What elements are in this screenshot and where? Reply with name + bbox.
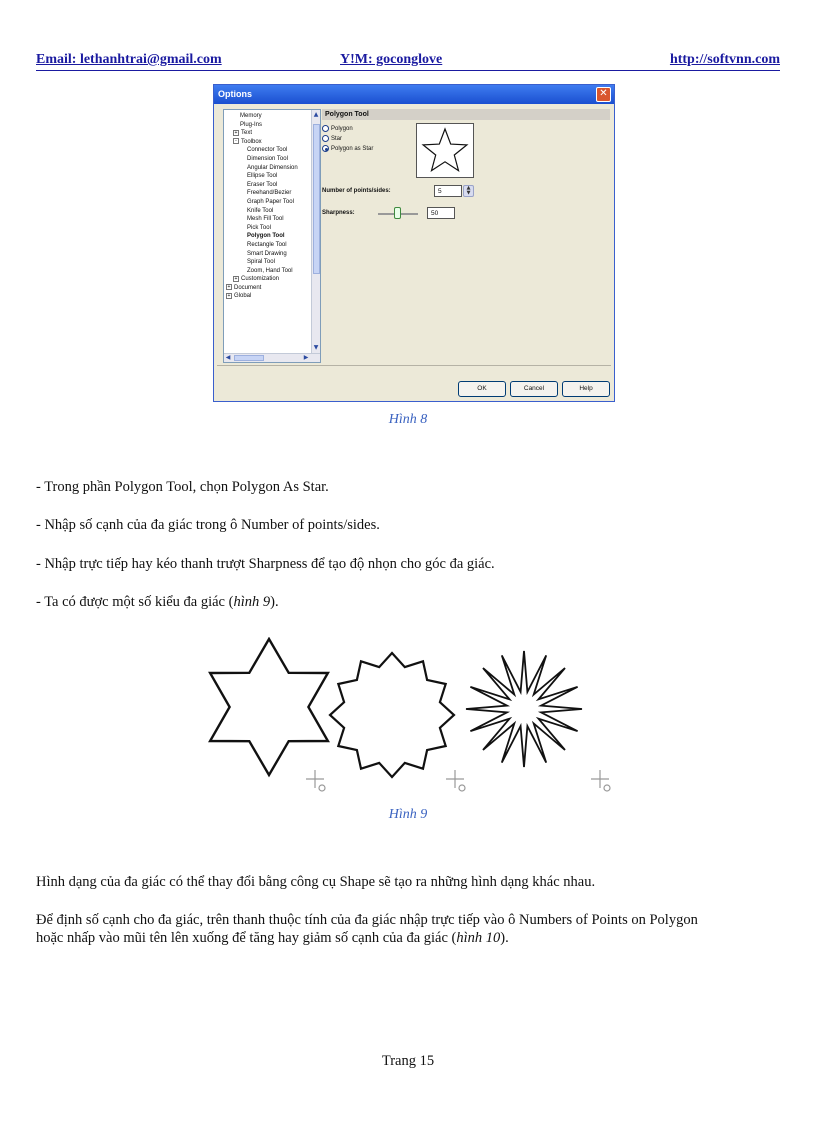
figure-10-reference: hình 10	[456, 930, 501, 946]
tree-item[interactable]	[224, 215, 312, 224]
tree-item-label: Angular Dimension	[247, 164, 298, 171]
sharpness-slider-thumb[interactable]	[394, 207, 401, 219]
tree-item-label: Text	[241, 130, 253, 137]
tree-item-label: Polygon Tool	[247, 233, 285, 240]
sixteen-point-star	[466, 651, 582, 767]
ok-button[interactable]: OK	[458, 381, 506, 397]
points-paragraph-line1: Để định số cạnh cho đa giác, trên thanh thuộc tính của đa giác nhập trực tiếp vào ô Numbers of Points on Polygon	[36, 912, 698, 928]
scroll-up-icon[interactable]: ▲	[313, 111, 319, 118]
tree-hscroll-thumb[interactable]	[234, 355, 264, 361]
tree-item-label: Mesh Fill Tool	[247, 216, 284, 223]
tree-item-label: Ellipse Tool	[247, 173, 278, 180]
radio-polygon-label: Polygon	[331, 126, 353, 133]
points-input[interactable]: 5	[434, 185, 462, 197]
tree-item[interactable]	[224, 155, 312, 164]
tree-item-label: Eraser Tool	[247, 181, 278, 188]
spin-up-icon[interactable]: ▲	[466, 185, 471, 191]
shape-tool-paragraph: Hình dạng của đa giác có thể thay đổi bằng công cụ Shape sẽ tạo ra những hình dạng khác nhau.	[36, 874, 596, 890]
sharpness-label: Sharpness:	[322, 210, 355, 216]
instruction-1: - Trong phần Polygon Tool, chọn Polygon As Star.	[36, 479, 329, 495]
expand-icon[interactable]: +	[234, 275, 238, 282]
star-preview-icon	[417, 124, 473, 177]
tree-item-label: Zoom, Hand Tool	[247, 267, 293, 274]
radio-star[interactable]	[322, 135, 342, 144]
header-divider	[36, 70, 780, 71]
tree-item[interactable]	[224, 267, 312, 276]
tree-item[interactable]	[224, 189, 312, 198]
figure-9-stars	[205, 637, 625, 802]
scroll-left-icon[interactable]: ◀	[225, 354, 231, 361]
radio-polygon-as-star[interactable]	[322, 145, 373, 154]
points-spinner[interactable]	[463, 185, 474, 197]
tree-item-label: Freehand/Bezier	[247, 190, 292, 197]
help-button[interactable]: Help	[562, 381, 610, 397]
instruction-2: - Nhập số cạnh của đa giác trong ô Number of points/sides.	[36, 517, 380, 533]
header-url-link[interactable]: http://softvnn.com	[669, 52, 780, 67]
expand-icon[interactable]: +	[234, 129, 238, 136]
panel-title: Polygon Tool	[322, 109, 610, 120]
cursor-plus-icon-2	[446, 770, 465, 791]
tree-item-list	[224, 112, 312, 301]
tree-item-label: Plug-Ins	[240, 121, 263, 128]
instruction-4-end: ).	[270, 594, 279, 610]
tree-item[interactable]	[224, 198, 312, 207]
six-point-star	[210, 639, 328, 775]
tree-item[interactable]	[224, 138, 312, 147]
figure-9-caption: Hình 9	[388, 807, 428, 822]
tree-item[interactable]	[224, 250, 312, 259]
radio-polygon[interactable]	[322, 125, 353, 134]
tree-item[interactable]	[224, 181, 312, 190]
tree-item[interactable]	[224, 284, 312, 293]
tree-item-label: Memory	[240, 113, 262, 119]
tree-item-label: Toolbox	[241, 138, 262, 145]
cursor-plus-icon-3	[591, 770, 610, 791]
page-number: Trang 15	[381, 1053, 435, 1069]
collapse-icon[interactable]: -	[233, 138, 239, 144]
tree-item[interactable]	[224, 129, 312, 138]
tree-item[interactable]	[224, 121, 312, 130]
instruction-4-text: - Ta có được một số kiểu đa giác (	[36, 594, 234, 610]
tree-scroll-thumb[interactable]	[313, 124, 320, 274]
instruction-4	[36, 593, 786, 611]
instruction-3: - Nhập trực tiếp hay kéo thanh trượt Sharpness để tạo độ nhọn cho góc đa giác.	[36, 556, 495, 572]
twelve-point-star	[330, 653, 454, 777]
tree-item[interactable]	[224, 207, 312, 216]
options-tree[interactable]	[223, 109, 321, 363]
points-paragraph-end: ).	[500, 930, 509, 946]
scroll-right-icon[interactable]: ▶	[303, 354, 309, 361]
tree-item[interactable]	[224, 292, 312, 301]
expand-icon[interactable]: +	[227, 284, 231, 291]
options-dialog	[213, 84, 615, 402]
dialog-titlebar	[214, 85, 614, 104]
points-paragraph-line2: hoặc nhấp vào mũi tên lên xuống để tăng hay giảm số cạnh của đa giác (	[36, 930, 457, 946]
expand-icon[interactable]: +	[227, 292, 231, 299]
header-ym: Y!M: goconglove	[340, 52, 443, 67]
sharpness-input[interactable]: 50	[427, 207, 455, 219]
tree-item[interactable]	[224, 164, 312, 173]
tree-vertical-scrollbar[interactable]	[311, 110, 320, 354]
tree-item[interactable]	[224, 232, 312, 241]
radio-star-circle[interactable]	[322, 135, 329, 142]
tree-item-label: Rectangle Tool	[247, 241, 287, 248]
tree-item-label: Document	[234, 284, 262, 291]
shape-preview	[416, 123, 474, 178]
tree-item[interactable]	[224, 146, 312, 155]
points-paragraph	[36, 911, 786, 947]
close-icon[interactable]: ✕	[596, 87, 611, 102]
figure-9-reference: hình 9	[233, 594, 271, 610]
radio-polygon-as-star-circle[interactable]	[322, 145, 329, 152]
tree-item-label: Global	[234, 293, 252, 300]
tree-item[interactable]	[224, 258, 312, 267]
radio-star-label: Star	[331, 136, 343, 143]
radio-polygon-as-star-label: Polygon as Star	[331, 146, 374, 153]
cursor-plus-icon-1	[306, 770, 325, 791]
tree-item-label: Connector Tool	[247, 147, 288, 154]
figure-8-caption: Hình 8	[388, 412, 428, 427]
tree-item[interactable]	[224, 224, 312, 233]
dialog-title: Options	[218, 89, 252, 99]
star-shapes-figure	[205, 637, 625, 797]
tree-item-label: Dimension Tool	[247, 155, 288, 162]
tree-item-label: Pick Tool	[247, 224, 271, 231]
radio-polygon-circle[interactable]	[322, 125, 329, 132]
tree-item-label: Customization	[241, 276, 280, 283]
tree-item-label: Knife Tool	[247, 207, 274, 214]
cancel-button[interactable]: Cancel	[510, 381, 558, 397]
points-label: Number of points/sides:	[322, 188, 391, 194]
scroll-down-icon[interactable]: ▼	[313, 344, 319, 351]
tree-item-label: Smart Drawing	[247, 250, 287, 257]
tree-item-label: Graph Paper Tool	[247, 198, 294, 205]
tree-item[interactable]	[224, 112, 312, 121]
header-email-link[interactable]: Email: lethanhtrai@gmail.com	[36, 52, 222, 67]
tree-item[interactable]	[224, 275, 312, 284]
tree-horizontal-scrollbar[interactable]	[224, 353, 321, 362]
dialog-button-divider	[217, 365, 611, 366]
tree-item[interactable]	[224, 172, 312, 181]
tree-item[interactable]	[224, 241, 312, 250]
spin-down-icon[interactable]: ▼	[466, 190, 471, 196]
tree-item-label: Spiral Tool	[247, 259, 275, 266]
